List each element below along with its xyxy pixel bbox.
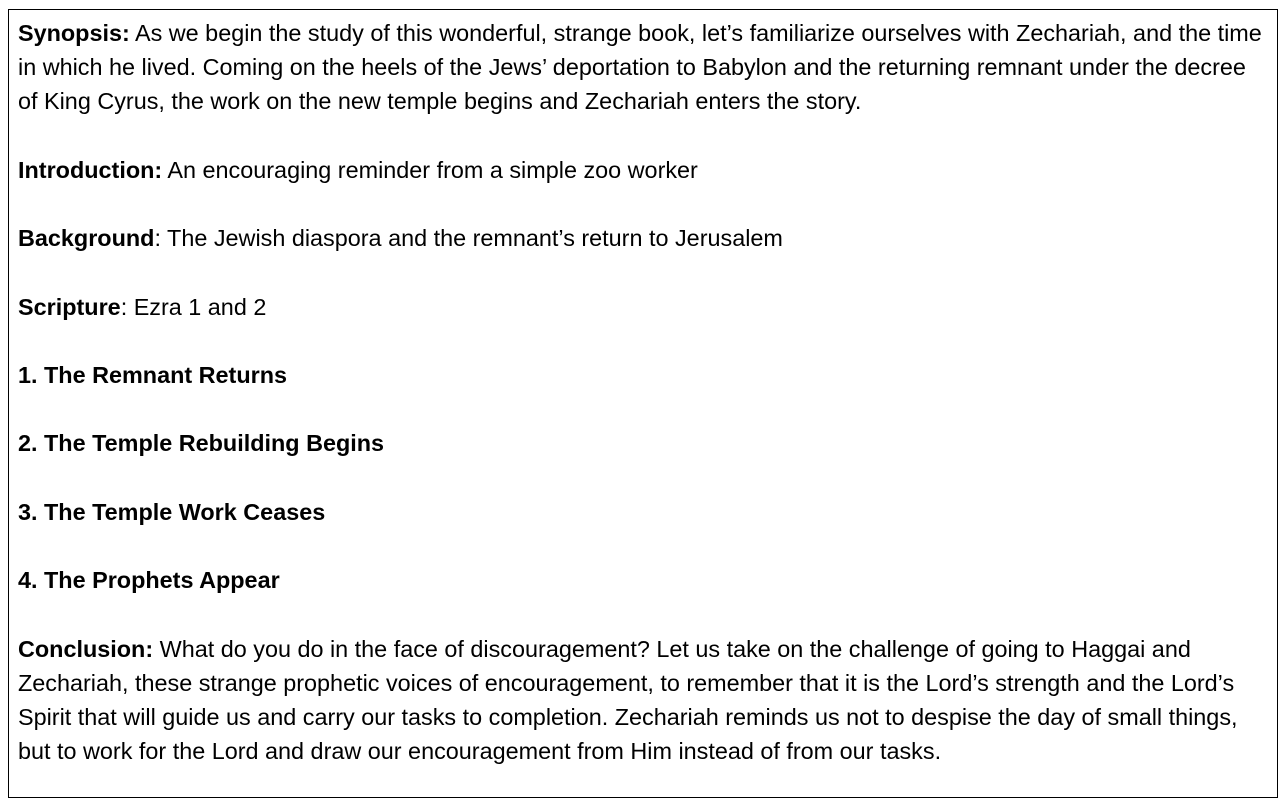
synopsis-text: As we begin the study of this wonderful, strange book, let’s familiarize ourselves with Zechariah, and the time in which he lived. Coming on the heels of the Jews’ deportation to Babylon and the returning remnant under the decree of King Cyrus, the work on the new temple begins and Zechariah enters the story. bbox=[18, 20, 1262, 115]
conclusion-text: What do you do in the face of discouragement? Let us take on the challenge of going to Haggai and Zechariah, these strange prophetic voices of encouragement, to remember that it is the Lord’s strength and the Lord’s Spirit that will guide us and carry our tasks to completion. Zechariah reminds us not to despise the day of small things, but to work for the Lord and draw our encouragement from Him instead of from our tasks. bbox=[18, 635, 1238, 765]
point-3-heading: 3. The Temple Work Ceases bbox=[18, 498, 326, 525]
introduction-label: Introduction: bbox=[18, 156, 163, 183]
synopsis-label: Synopsis: bbox=[18, 20, 130, 46]
conclusion-paragraph bbox=[18, 632, 1269, 769]
background-text: : The Jewish diaspora and the remnant’s return to Jerusalem bbox=[154, 225, 783, 252]
scripture-paragraph bbox=[18, 290, 1269, 324]
point-1-heading: 1. The Remnant Returns bbox=[18, 361, 288, 388]
scripture-label: Scripture bbox=[18, 293, 121, 320]
point-2-heading: 2. The Temple Rebuilding Begins bbox=[18, 430, 385, 457]
background-label: Background bbox=[18, 225, 155, 252]
sermon-outline-box bbox=[8, 9, 1278, 798]
scripture-text: : Ezra 1 and 2 bbox=[120, 293, 267, 320]
synopsis-paragraph bbox=[18, 16, 1269, 119]
point-4-heading: 4. The Prophets Appear bbox=[18, 567, 280, 594]
background-paragraph bbox=[18, 221, 1269, 255]
introduction-paragraph bbox=[18, 153, 1269, 187]
introduction-text: An encouraging reminder from a simple zoo worker bbox=[162, 156, 698, 183]
conclusion-label: Conclusion: bbox=[18, 635, 154, 662]
